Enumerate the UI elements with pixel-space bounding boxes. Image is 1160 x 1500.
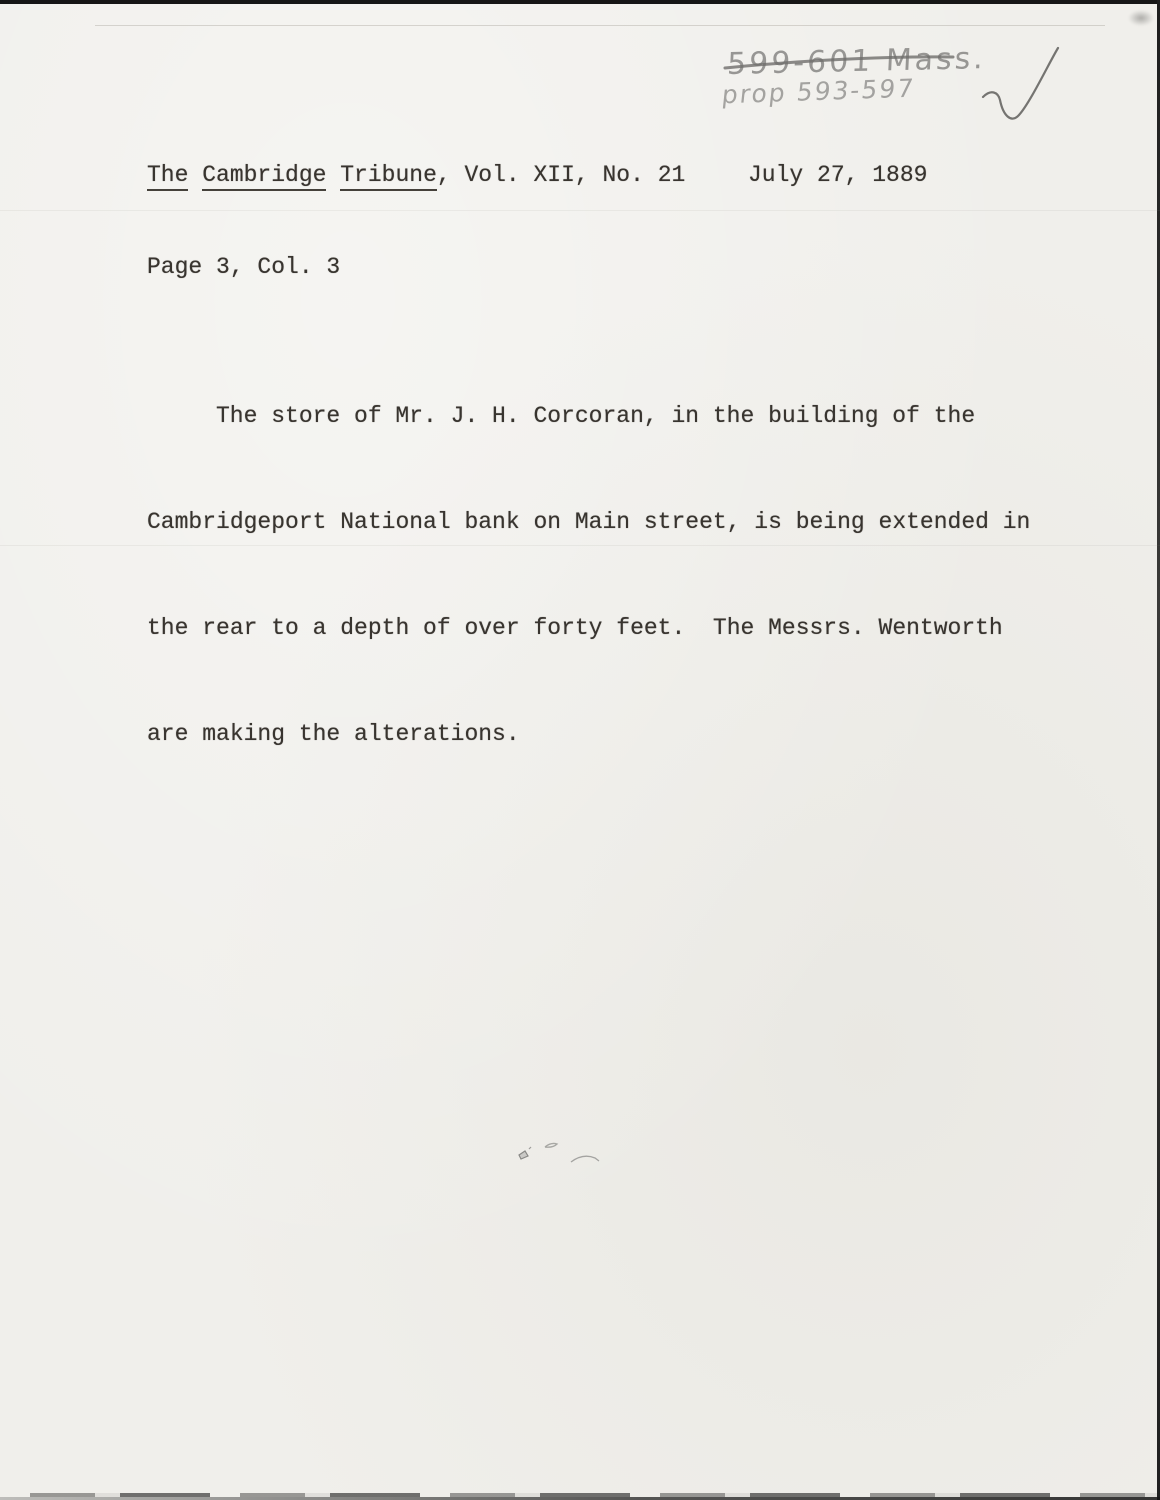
article-paragraph [147, 341, 1030, 825]
page-column-reference: Page 3, Col. 3 [147, 254, 341, 280]
scan-edge-top [0, 0, 1160, 4]
paragraph-line: The store of Mr. J. H. Corcoran, in the building of the [216, 403, 976, 429]
paper-crease [95, 25, 1105, 26]
paragraph-line: Cambridgeport National bank on Main street, is being extended in [147, 509, 1031, 535]
handwritten-crossed-out-note: 599-601 Mass. [726, 41, 987, 82]
corner-smudge [1128, 10, 1154, 26]
handwritten-note: prop 593-597 [720, 73, 917, 110]
paragraph-line: the rear to a depth of over forty feet. The Messrs. Wentworth [147, 615, 1003, 641]
strikethrough-stroke [715, 40, 965, 115]
header-title-word: Tribune [340, 162, 437, 191]
header-issue-info: , Vol. XII, No. 21 [436, 162, 686, 188]
paper-crease [0, 210, 1160, 211]
checkmark-icon [975, 45, 1065, 140]
header-date: July 27, 1889 [748, 162, 928, 188]
paragraph-line: are making the alterations. [147, 721, 520, 747]
header-title-word: Cambridge [202, 162, 326, 191]
pencil-smudge [505, 1130, 615, 1175]
document-header [147, 160, 685, 190]
header-title-word: The [147, 162, 188, 191]
